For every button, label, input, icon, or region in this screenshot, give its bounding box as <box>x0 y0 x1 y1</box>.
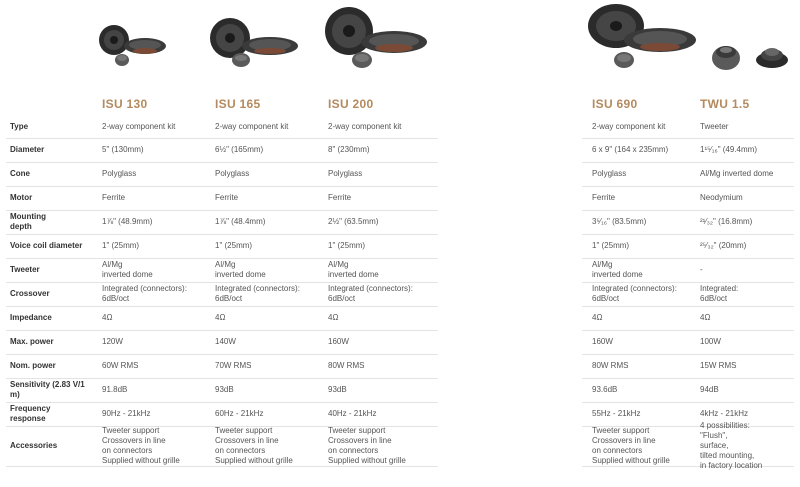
spec-value: Polyglass <box>592 169 627 178</box>
product-name: ISU 690 <box>592 97 638 111</box>
spec-value: Tweeter support Crossovers in line on connectors Supplied without grille <box>215 426 293 465</box>
spec-value: 100W <box>700 337 721 346</box>
spec-value: 60Hz - 21kHz <box>215 409 264 418</box>
spec-label: Nom. power <box>10 361 56 370</box>
spec-value: Al/Mg inverted dome <box>215 260 266 279</box>
spec-value: Tweeter support Crossovers in line on connectors Supplied without grille <box>102 426 180 465</box>
spec-value: 4Ω <box>215 313 226 322</box>
spec-value: 160W <box>592 337 613 346</box>
spec-row <box>6 186 794 211</box>
spec-row <box>6 138 794 163</box>
spec-value: 120W <box>102 337 123 346</box>
spec-value: - <box>700 265 703 274</box>
speaker-woofer-tweeter-image <box>324 6 430 70</box>
spec-label: Voice coil diameter <box>10 241 83 250</box>
spec-value: 4Ω <box>592 313 603 322</box>
spec-label: Impedance <box>10 313 52 322</box>
product-images <box>0 0 800 95</box>
spec-value: 4kHz - 21kHz <box>700 409 749 418</box>
spec-label: Type <box>10 122 29 131</box>
spec-value: 40Hz - 21kHz <box>328 409 377 418</box>
spec-value: 60W RMS <box>102 361 139 370</box>
spec-value: Polyglass <box>328 169 363 178</box>
spec-value: 1" (25mm) <box>215 241 253 250</box>
spec-value: 4Ω <box>102 313 113 322</box>
spec-label: Sensitivity (2.83 V/1 m) <box>10 380 85 399</box>
spec-value: 1" (25mm) <box>592 241 630 250</box>
spec-value: Integrated (connectors): 6dB/oct <box>592 284 677 303</box>
spec-value: Ferrite <box>102 193 126 202</box>
spec-value: 93dB <box>328 385 347 394</box>
spec-label: Frequency response <box>10 404 51 423</box>
spec-value: ²⁵⁄₃₂" (20mm) <box>700 241 747 250</box>
spec-value: 80W RMS <box>592 361 629 370</box>
spec-value: 160W <box>328 337 349 346</box>
spec-value: 91.8dB <box>102 385 128 394</box>
spec-row <box>6 330 794 355</box>
spec-value: 8" (230mm) <box>328 145 370 154</box>
spec-row <box>6 258 794 283</box>
spec-value: Al/Mg inverted dome <box>328 260 379 279</box>
spec-row <box>6 234 794 259</box>
spec-value: Ferrite <box>328 193 352 202</box>
spec-label: Max. power <box>10 337 54 346</box>
header-row <box>6 92 794 116</box>
spec-label: Tweeter <box>10 265 40 274</box>
spec-value: Tweeter support Crossovers in line on connectors Supplied without grille <box>328 426 406 465</box>
spec-value: Ferrite <box>592 193 616 202</box>
spec-value: 3⁵⁄₁₆" (83.5mm) <box>592 217 647 226</box>
spec-value: 94dB <box>700 385 719 394</box>
spec-value: 4Ω <box>700 313 711 322</box>
spec-value: Al/Mg inverted dome <box>700 169 774 178</box>
oval-speaker-image <box>586 2 698 70</box>
product-name: ISU 130 <box>102 97 148 111</box>
spec-value: 1¹⁵⁄₁₆" (49.4mm) <box>700 145 757 154</box>
spec-value: 140W <box>215 337 236 346</box>
product-name: TWU 1.5 <box>700 97 750 111</box>
spec-label: Mounting depth <box>10 212 46 231</box>
spec-value: Integrated (connectors): 6dB/oct <box>328 284 413 303</box>
spec-value: 2-way component kit <box>215 122 289 131</box>
spec-value: 5" (130mm) <box>102 145 144 154</box>
spec-value: 1⅞" (48.9mm) <box>102 217 153 226</box>
speaker-woofer-tweeter-image <box>208 16 300 70</box>
spec-value: Integrated (connectors): 6dB/oct <box>102 284 187 303</box>
tweeter-pair-image <box>706 38 792 72</box>
spec-row <box>6 354 794 379</box>
spec-value: 90Hz - 21kHz <box>102 409 151 418</box>
spec-value: Neodymium <box>700 193 743 202</box>
product-name: ISU 165 <box>215 97 261 111</box>
spec-value: 2-way component kit <box>102 122 176 131</box>
spec-value: Al/Mg inverted dome <box>102 260 153 279</box>
spec-value: 1" (25mm) <box>102 241 140 250</box>
spec-row <box>6 421 794 470</box>
spec-row <box>6 116 794 139</box>
spec-value: Tweeter support Crossovers in line on connectors Supplied without grille <box>592 426 670 465</box>
spec-value: 1" (25mm) <box>328 241 366 250</box>
spec-value: 2-way component kit <box>592 122 666 131</box>
spec-label: Accessories <box>10 441 58 450</box>
spec-row <box>6 282 794 307</box>
speaker-woofer-tweeter-image <box>98 22 168 68</box>
spec-label: Diameter <box>10 145 45 154</box>
spec-value: Integrated (connectors): 6dB/oct <box>215 284 300 303</box>
spec-row <box>6 402 794 427</box>
spec-value: Tweeter <box>700 122 729 131</box>
spec-value: ²¹⁄₃₂" (16.8mm) <box>700 217 753 226</box>
spec-label: Crossover <box>10 289 50 298</box>
spec-value: 6 x 9" (164 x 235mm) <box>592 145 669 154</box>
spec-row <box>6 378 794 403</box>
spec-value: 15W RMS <box>700 361 737 370</box>
spec-row <box>6 306 794 331</box>
spec-value: Polyglass <box>215 169 250 178</box>
spec-value: 55Hz - 21kHz <box>592 409 641 418</box>
spec-value: Polyglass <box>102 169 137 178</box>
spec-value: 70W RMS <box>215 361 252 370</box>
spec-value: 2-way component kit <box>328 122 402 131</box>
spec-value: 80W RMS <box>328 361 365 370</box>
spec-label: Cone <box>10 169 30 178</box>
spec-value: Al/Mg inverted dome <box>592 260 643 279</box>
spec-value: Ferrite <box>215 193 239 202</box>
spec-value: 93dB <box>215 385 234 394</box>
spec-row <box>6 210 794 235</box>
spec-value: Integrated: 6dB/oct <box>700 284 739 303</box>
spec-value: 6½" (165mm) <box>215 145 264 154</box>
column-gap <box>438 92 582 487</box>
product-name: ISU 200 <box>328 97 374 111</box>
spec-value: 4Ω <box>328 313 339 322</box>
spec-value: 4 possibilities: "Flush", surface, tilted mounting, in factory location <box>700 421 763 470</box>
spec-value: 93.6dB <box>592 385 618 394</box>
spec-value: 1⅞" (48.4mm) <box>215 217 266 226</box>
spec-row <box>6 162 794 187</box>
spec-value: 2½" (63.5mm) <box>328 217 379 226</box>
spec-label: Motor <box>10 193 33 202</box>
